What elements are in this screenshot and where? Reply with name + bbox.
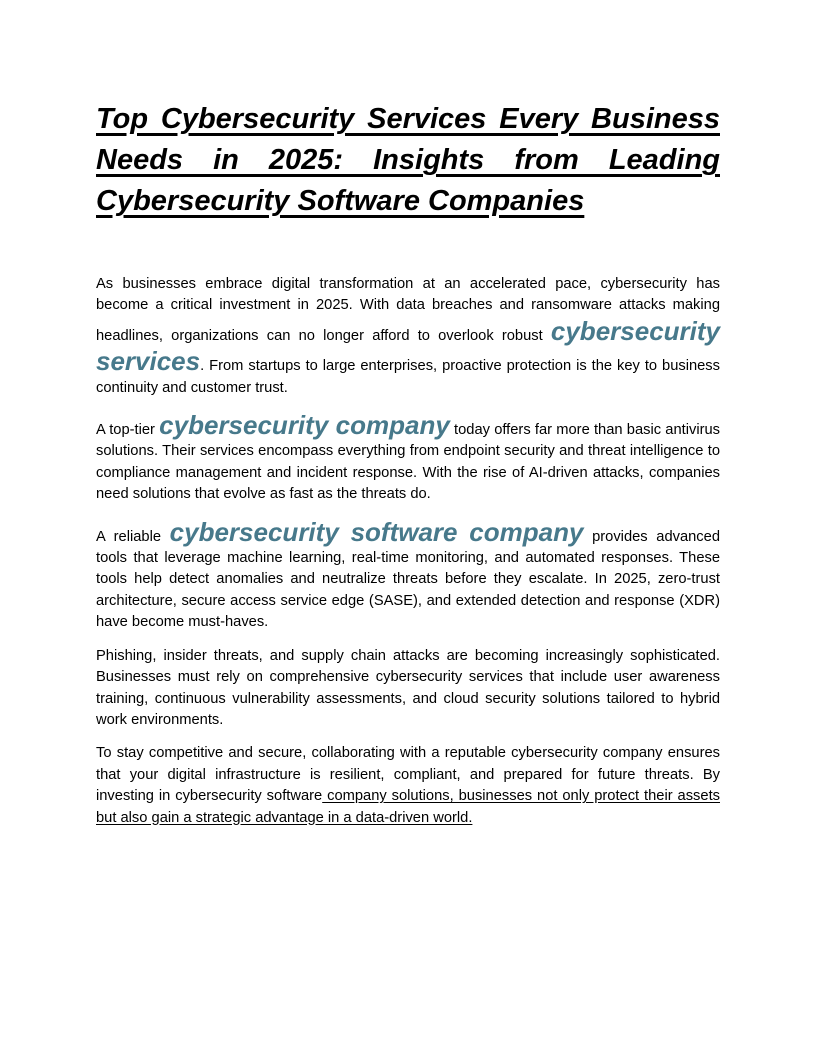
underlined-link-text[interactable]: company solutions, businesses not only protect their assets but also gain a strategic advantage in a data-driven world. — [96, 788, 720, 826]
keyword-highlight: cybersecurity services — [96, 315, 720, 377]
paragraph — [96, 411, 720, 506]
body-text: Phishing, insider threats, and supply chain attacks are becoming increasingly sophisticated. Businesses must rely on comprehensive cybersecurity services that include user awareness training, continuous vulnerability assessments, and cloud security solutions tailored to hybrid work environments. — [96, 647, 720, 728]
keyword-highlight: cybersecurity software company — [169, 516, 584, 547]
title-line-3: Cybersecurity Software Companies — [96, 185, 585, 217]
body-text: A top-tier — [96, 422, 160, 439]
body-text: today offers far more than basic antivirus solutions. Their services encompass everything from endpoint security and threat intelligence to compliance management and incident response. With the rise of AI-driven attacks, companies need solutions that evolve as fast as the threats do. — [96, 422, 720, 503]
paragraph — [96, 518, 720, 634]
body-text: A reliable — [96, 528, 170, 545]
title-line-2: Needs in 2025: Insights from Leading — [96, 144, 720, 176]
body-text: As businesses embrace digital transformation at an accelerated pace, cybersecurity has become a critical investment in 2025. With data breaches and ransomware attacks making headlines, organizations can no longer afford to overlook robust — [96, 276, 720, 344]
document-body — [96, 274, 720, 829]
body-text: provides advanced tools that leverage machine learning, real-time monitoring, and automated responses. These tools help detect anomalies and neutralize threats before they escalate. In 2025, zero-trust architecture, secure access service edge (SASE), and extended detection and response (XDR) have become must-haves. — [96, 528, 720, 631]
title-line-1: Top Cybersecurity Services Every Business — [96, 103, 720, 135]
paragraph — [96, 743, 720, 829]
body-text: . From startups to large enterprises, proactive protection is the key to business continuity and customer trust. — [96, 358, 720, 396]
document-title — [96, 99, 720, 222]
paragraph — [96, 646, 720, 732]
body-text: To stay competitive and secure, collaborating with a reputable cybersecurity company ensures that your digital infrastructure is resilient, compliant, and prepared for future threats. By investing in cybersecurity software — [96, 745, 720, 805]
keyword-highlight: cybersecurity company — [159, 410, 450, 441]
paragraph — [96, 274, 720, 399]
